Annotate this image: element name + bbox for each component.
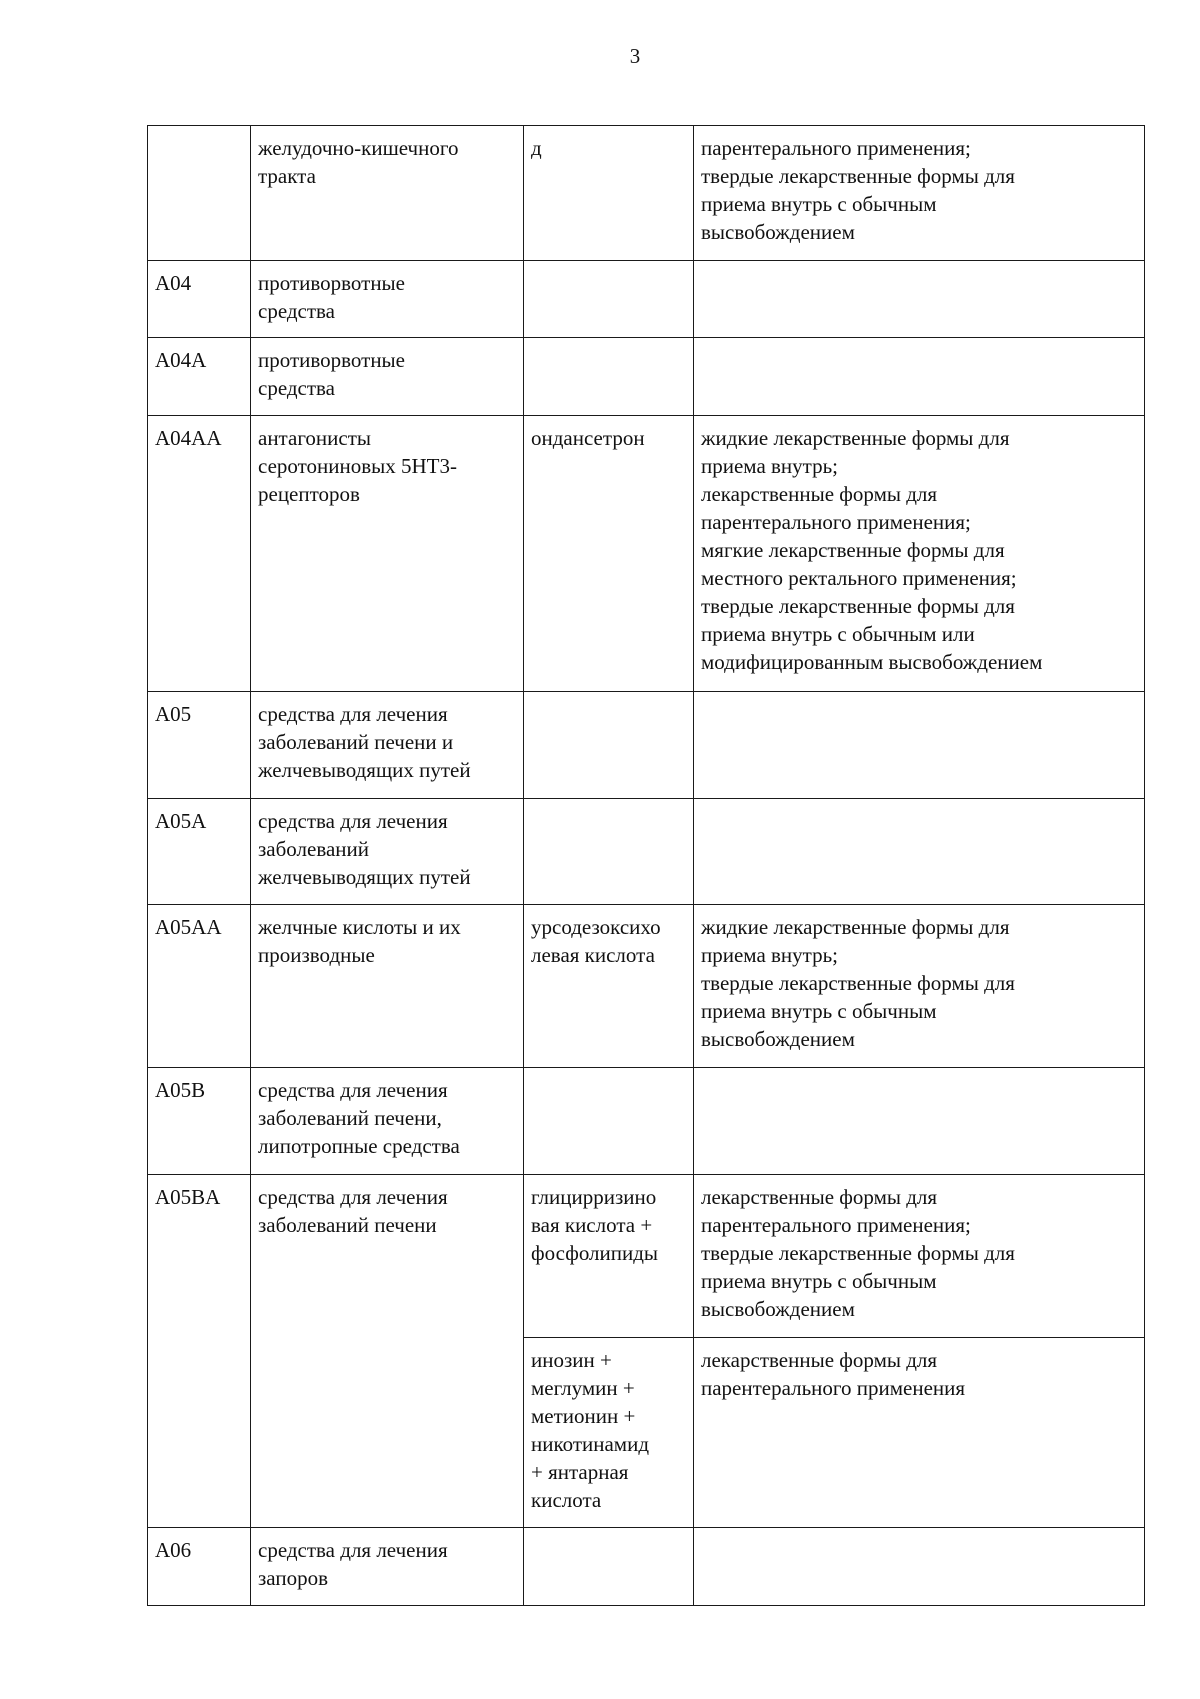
atc-code: A05AA bbox=[155, 915, 222, 939]
atc-code: A05 bbox=[155, 702, 192, 726]
table-row bbox=[148, 261, 1145, 338]
table-row bbox=[148, 1175, 1145, 1338]
group-text-line: заболеваний печени bbox=[258, 1213, 437, 1237]
drug-table bbox=[147, 125, 1145, 1606]
table-cell-code bbox=[148, 1068, 251, 1175]
table-cell-group bbox=[251, 799, 524, 905]
table-cell-code bbox=[148, 905, 251, 1068]
table-cell-form bbox=[694, 1175, 1145, 1338]
form-text-line: парентерального применения; bbox=[701, 1213, 971, 1237]
form-text-line: высвобождением bbox=[701, 1297, 855, 1321]
form-text-line: приема внутрь с обычным bbox=[701, 1269, 937, 1293]
form-text-line: парентерального применения bbox=[701, 1376, 966, 1400]
table-cell-form bbox=[694, 799, 1145, 905]
atc-code: A04AA bbox=[155, 426, 222, 450]
table-cell-drug bbox=[524, 692, 694, 799]
table-cell-form bbox=[694, 1068, 1145, 1175]
group-text-line: желчные кислоты и их bbox=[258, 915, 461, 939]
atc-code: A04A bbox=[155, 348, 207, 372]
form-text-line: мягкие лекарственные формы для bbox=[701, 538, 1005, 562]
table-cell-code bbox=[148, 261, 251, 338]
table-cell-drug bbox=[524, 1338, 694, 1528]
table-cell-code bbox=[148, 692, 251, 799]
form-text-line: приема внутрь с обычным bbox=[701, 192, 937, 216]
form-text-line: твердые лекарственные формы для bbox=[701, 164, 1015, 188]
table-cell-form bbox=[694, 126, 1145, 261]
table-cell-code bbox=[148, 126, 251, 261]
form-text-line: приема внутрь с обычным bbox=[701, 999, 937, 1023]
table-cell-group bbox=[251, 1175, 524, 1528]
group-text-line: противорвотные bbox=[258, 348, 405, 372]
table-cell-form bbox=[694, 416, 1145, 692]
table-cell-form bbox=[694, 338, 1145, 416]
group-text-line: желудочно-кишечного bbox=[258, 136, 459, 160]
table-row bbox=[148, 1068, 1145, 1175]
form-text-line: лекарственные формы для bbox=[701, 482, 938, 506]
group-text-line: средства bbox=[258, 299, 336, 323]
group-text-line: средства bbox=[258, 376, 336, 400]
table-cell-code bbox=[148, 1175, 251, 1528]
table-cell-group bbox=[251, 338, 524, 416]
table-cell-group bbox=[251, 126, 524, 261]
table-cell-drug bbox=[524, 261, 694, 338]
drug-text-line: вая кислота + bbox=[531, 1213, 653, 1237]
group-text-line: серотониновых 5HT3- bbox=[258, 454, 457, 478]
table-cell-drug bbox=[524, 416, 694, 692]
table-cell-group bbox=[251, 261, 524, 338]
table-cell-form bbox=[694, 692, 1145, 799]
table-cell-group bbox=[251, 905, 524, 1068]
table-cell-group bbox=[251, 1528, 524, 1606]
page-number: 3 bbox=[629, 44, 641, 68]
atc-code: A05B bbox=[155, 1078, 206, 1102]
drug-text-line: метионин + bbox=[531, 1404, 636, 1428]
form-text-line: лекарственные формы для bbox=[701, 1185, 938, 1209]
table-cell-group bbox=[251, 692, 524, 799]
group-text-line: антагонисты bbox=[258, 426, 371, 450]
table-row bbox=[148, 692, 1145, 799]
table-cell-drug bbox=[524, 1175, 694, 1338]
atc-code: A04 bbox=[155, 271, 192, 295]
drug-text-line: никотинамид bbox=[531, 1432, 650, 1456]
drug-text-line: инозин + bbox=[531, 1348, 612, 1372]
table-cell-form bbox=[694, 261, 1145, 338]
drug-text-line: кислота bbox=[531, 1488, 602, 1512]
group-text-line: заболеваний печени и bbox=[258, 730, 454, 754]
table-row bbox=[148, 338, 1145, 416]
form-text-line: парентерального применения; bbox=[701, 136, 971, 160]
table-cell-code bbox=[148, 799, 251, 905]
group-text-line: средства для лечения bbox=[258, 1538, 448, 1562]
group-text-line: заболеваний bbox=[258, 837, 369, 861]
drug-text-line: ондансетрон bbox=[531, 426, 645, 450]
group-text-line: средства для лечения bbox=[258, 809, 448, 833]
form-text-line: лекарственные формы для bbox=[701, 1348, 938, 1372]
form-text-line: приема внутрь; bbox=[701, 943, 839, 967]
drug-text-line: меглумин + bbox=[531, 1376, 635, 1400]
group-text-line: заболеваний печени, bbox=[258, 1106, 442, 1130]
form-text-line: жидкие лекарственные формы для bbox=[701, 426, 1010, 450]
drug-text-line: левая кислота bbox=[531, 943, 655, 967]
table-cell-code bbox=[148, 416, 251, 692]
form-text-line: высвобождением bbox=[701, 220, 855, 244]
table-cell-group bbox=[251, 416, 524, 692]
drug-text-line: урсодезоксихо bbox=[531, 915, 661, 939]
drug-text-line: д bbox=[531, 136, 542, 160]
table-body bbox=[148, 126, 1145, 1606]
table-cell-drug bbox=[524, 1528, 694, 1606]
table-cell-group bbox=[251, 1068, 524, 1175]
table-row bbox=[148, 126, 1145, 261]
atc-code: A06 bbox=[155, 1538, 192, 1562]
form-text-line: твердые лекарственные формы для bbox=[701, 971, 1015, 995]
table-row bbox=[148, 905, 1145, 1068]
form-text-line: твердые лекарственные формы для bbox=[701, 594, 1015, 618]
drug-text-line: глицирризино bbox=[531, 1185, 657, 1209]
table-cell-drug bbox=[524, 338, 694, 416]
group-text-line: средства для лечения bbox=[258, 1185, 448, 1209]
form-text-line: местного ректального применения; bbox=[701, 566, 1017, 590]
table-cell-drug bbox=[524, 799, 694, 905]
form-text-line: модифицированным высвобождением bbox=[701, 650, 1043, 674]
group-text-line: желчевыводящих путей bbox=[258, 758, 471, 782]
drug-text-line: + янтарная bbox=[531, 1460, 629, 1484]
table-row bbox=[148, 416, 1145, 692]
form-text-line: парентерального применения; bbox=[701, 510, 971, 534]
group-text-line: липотропные средства bbox=[258, 1134, 460, 1158]
atc-code: A05BA bbox=[155, 1185, 221, 1209]
table-cell-code bbox=[148, 1528, 251, 1606]
form-text-line: твердые лекарственные формы для bbox=[701, 1241, 1015, 1265]
form-text-line: приема внутрь; bbox=[701, 454, 839, 478]
group-text-line: тракта bbox=[258, 164, 316, 188]
table-row bbox=[148, 1528, 1145, 1606]
atc-code: A05A bbox=[155, 809, 207, 833]
table-row bbox=[148, 799, 1145, 905]
form-text-line: высвобождением bbox=[701, 1027, 855, 1051]
group-text-line: запоров bbox=[258, 1566, 328, 1590]
drug-text-line: фосфолипиды bbox=[531, 1241, 659, 1265]
table-cell-form bbox=[694, 1528, 1145, 1606]
form-text-line: приема внутрь с обычным или bbox=[701, 622, 975, 646]
group-text-line: средства для лечения bbox=[258, 702, 448, 726]
form-text-line: жидкие лекарственные формы для bbox=[701, 915, 1010, 939]
table-cell-drug bbox=[524, 905, 694, 1068]
group-text-line: производные bbox=[258, 943, 375, 967]
group-text-line: рецепторов bbox=[258, 482, 360, 506]
table-cell-form bbox=[694, 1338, 1145, 1528]
group-text-line: средства для лечения bbox=[258, 1078, 448, 1102]
group-text-line: желчевыводящих путей bbox=[258, 865, 471, 889]
table-cell-drug bbox=[524, 1068, 694, 1175]
group-text-line: противорвотные bbox=[258, 271, 405, 295]
table-cell-form bbox=[694, 905, 1145, 1068]
table-cell-code bbox=[148, 338, 251, 416]
table-cell-drug bbox=[524, 126, 694, 261]
